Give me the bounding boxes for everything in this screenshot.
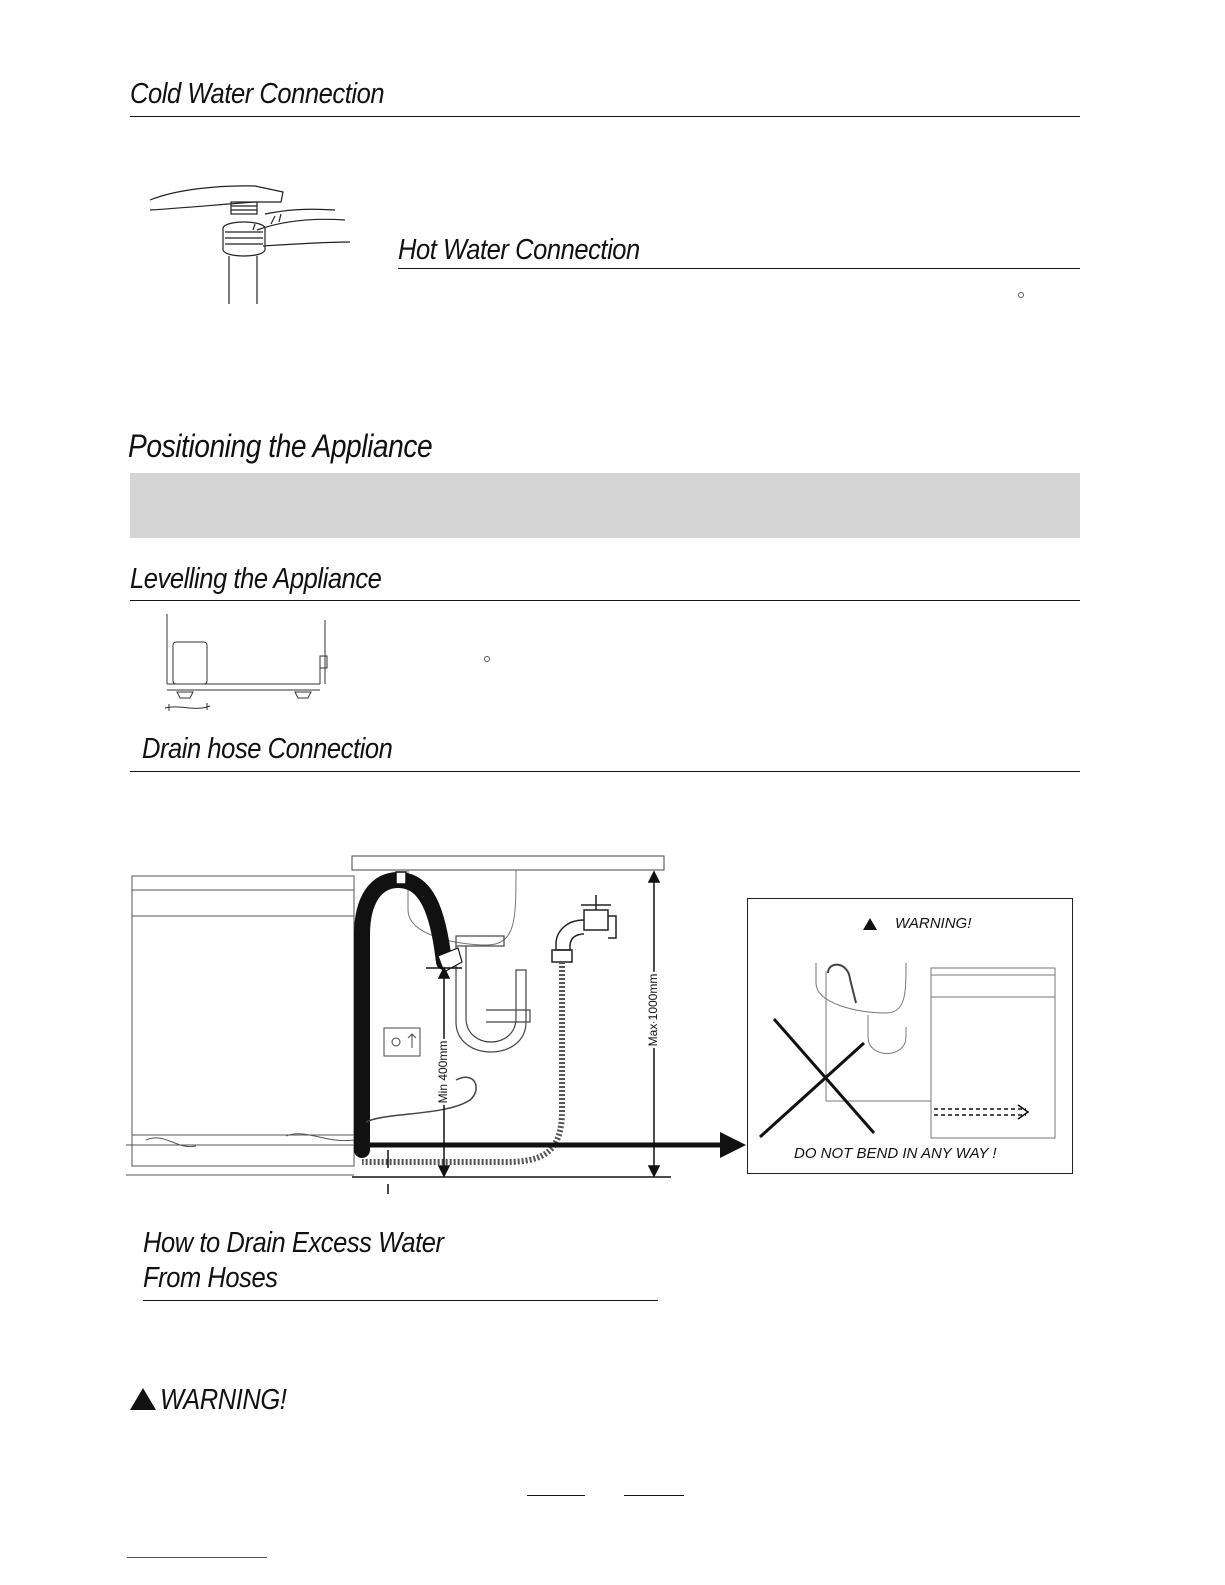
min-height-label: Min 400mm — [436, 1040, 450, 1104]
drain-excess-heading-line1: How to Drain Excess Water — [143, 1227, 444, 1259]
inset-illustration — [756, 963, 1066, 1143]
drain-hose-rule — [130, 771, 1080, 772]
warning-heading: WARNING! — [160, 1384, 287, 1416]
inlet-hose — [362, 962, 562, 1162]
dishwasher-cabinet — [126, 876, 354, 1175]
positioning-info-box — [130, 473, 1080, 538]
power-socket — [384, 1028, 420, 1056]
cold-water-heading: Cold Water Connection — [130, 78, 385, 110]
drain-hose-heading: Drain hose Connection — [142, 733, 393, 765]
levelling-heading: Levelling the Appliance — [130, 563, 382, 595]
positioning-heading: Positioning the Appliance — [128, 428, 433, 464]
footer-rule-left — [527, 1495, 585, 1496]
warning-heading-row — [130, 1386, 304, 1415]
degree-mark-2 — [484, 656, 490, 662]
drain-excess-rule — [143, 1300, 658, 1301]
drain-excess-heading-line2: From Hoses — [143, 1262, 278, 1294]
sink-trap — [456, 936, 530, 1052]
warning-triangle-icon — [130, 1388, 156, 1410]
hot-water-rule — [398, 268, 1080, 269]
footer-link-line — [127, 1557, 267, 1558]
cross-mark — [760, 1019, 874, 1137]
counter-top — [352, 856, 664, 870]
warning-inset-box — [747, 898, 1073, 1174]
cold-water-rule — [130, 116, 1080, 117]
drain-hose — [362, 880, 444, 1150]
inset-caption: DO NOT BEND IN ANY WAY ! — [794, 1145, 997, 1162]
degree-mark — [1018, 292, 1024, 298]
pointer-arrow — [362, 1132, 746, 1158]
max-height-label: Max 1000mm — [646, 973, 660, 1047]
footer-rule-right — [624, 1495, 684, 1496]
levelling-feet-illustration — [155, 612, 335, 714]
warning-triangle-icon — [863, 918, 877, 930]
inset-warning-text: WARNING! — [895, 915, 972, 932]
water-tap — [552, 895, 616, 962]
levelling-rule — [130, 600, 1080, 601]
hot-water-heading: Hot Water Connection — [398, 234, 640, 266]
tap-connection-illustration — [145, 180, 355, 305]
inset-warning-row — [863, 915, 971, 932]
